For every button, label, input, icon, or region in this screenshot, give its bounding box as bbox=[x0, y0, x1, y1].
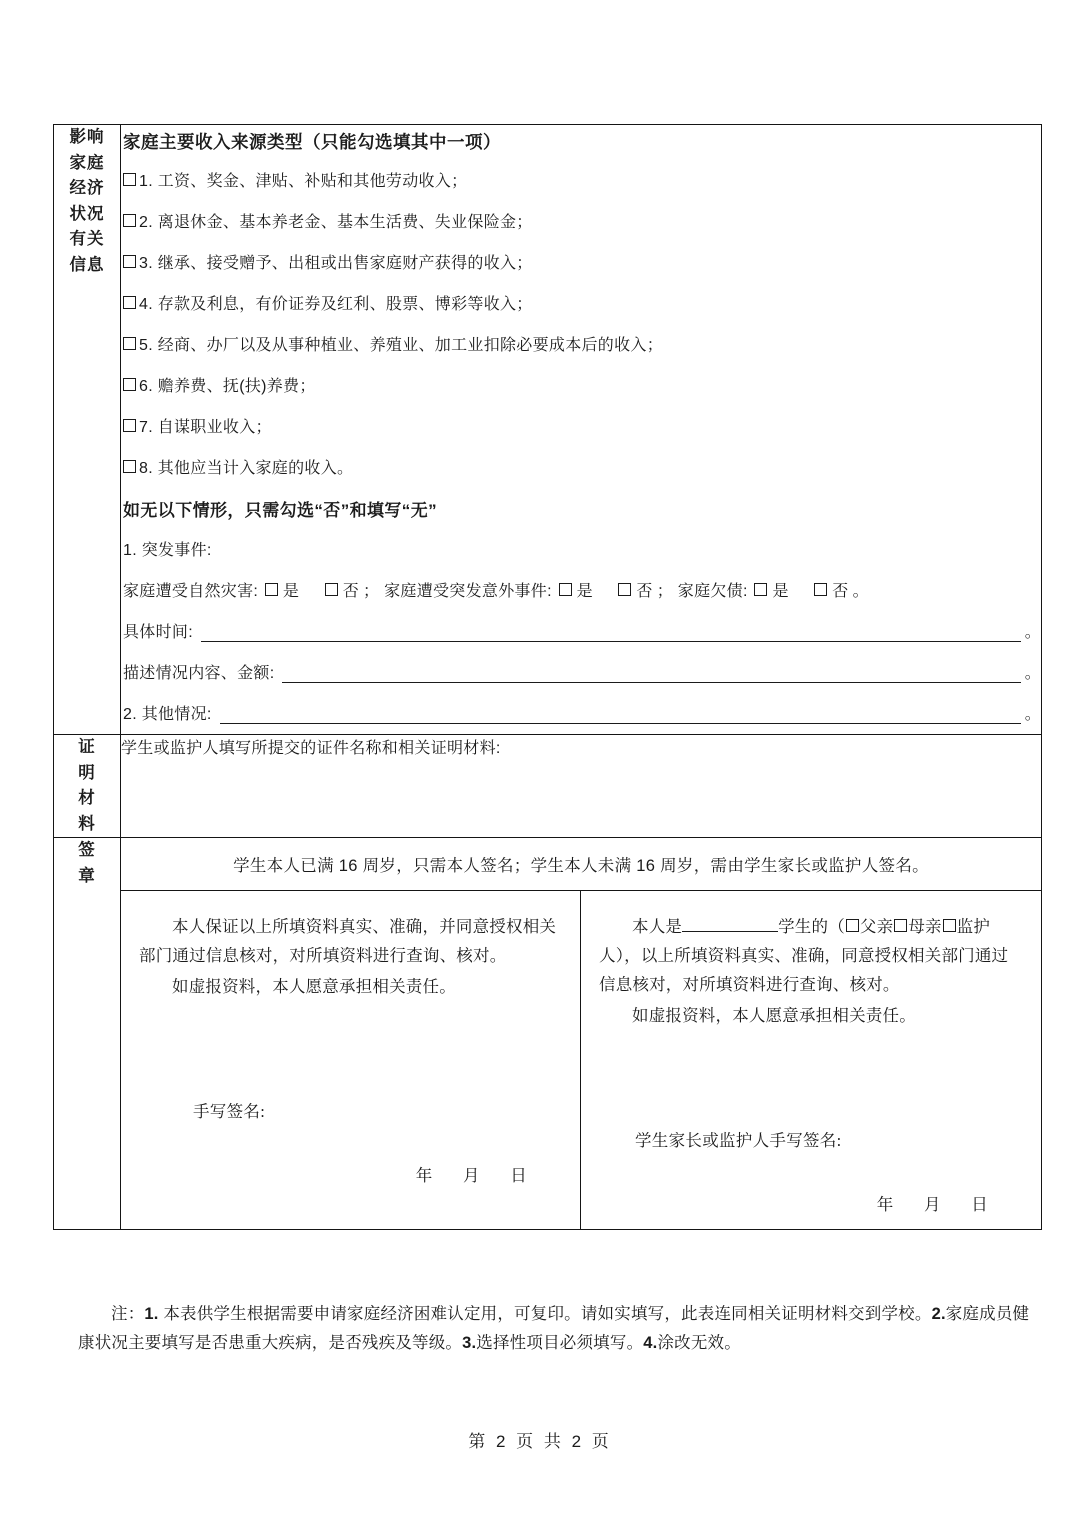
other-situation-input[interactable] bbox=[220, 706, 1021, 724]
other-situation-field bbox=[123, 701, 1041, 724]
guardian-handwritten-signature-label[interactable]: 学生家长或监护人手写签名: bbox=[635, 1130, 842, 1150]
label-line: 章 bbox=[78, 866, 96, 885]
student-declaration-para1: 本人保证以上所填资料真实、准确，并同意授权相关部门通过信息核对，对所填资料进行查询、核对。 bbox=[139, 917, 557, 966]
checkbox-icon[interactable] bbox=[943, 919, 956, 932]
income-option-label: 4. 存款及利息，有价证券及红利、股票、博彩等收入； bbox=[139, 296, 533, 313]
note-text-1: 本表供学生根据需要申请家庭经济困难认定用，可复印。请如实填写，此表连同相关证明材料交到学校。 bbox=[163, 1305, 932, 1323]
debt-no[interactable] bbox=[814, 583, 848, 600]
note-text-3: 选择性项目必须填写。 bbox=[476, 1333, 644, 1352]
student-signature-date[interactable] bbox=[139, 1162, 562, 1186]
label-line: 信息 bbox=[69, 255, 105, 274]
income-option-5[interactable] bbox=[123, 332, 1041, 355]
guardian-option-guardian: 监护人 bbox=[599, 917, 991, 966]
table-row-proof bbox=[54, 735, 1042, 838]
proof-prompt: 学生或监护人填写所提交的证件名称和相关证明材料: bbox=[121, 740, 501, 757]
specific-time-field bbox=[123, 619, 1041, 642]
natural-disaster-no[interactable] bbox=[325, 583, 359, 600]
signature-column-guardian bbox=[581, 891, 1041, 1229]
checkbox-icon[interactable] bbox=[123, 296, 136, 309]
separator: ； bbox=[656, 583, 674, 600]
income-option-label: 1. 工资、奖金、津贴、补贴和其他劳动收入； bbox=[139, 173, 468, 190]
field-label: 2. 其他情况: bbox=[123, 706, 212, 723]
income-option-label: 6. 赡养费、抚(扶)养费； bbox=[139, 378, 316, 395]
guardian-declaration-para2: 如虚报资料，本人愿意承担相关责任。 bbox=[632, 1005, 916, 1025]
proof-input-area[interactable] bbox=[121, 758, 1041, 814]
sentence-end: 。 bbox=[852, 583, 869, 600]
income-option-7[interactable] bbox=[123, 414, 1041, 437]
field-suffix: 。 bbox=[1024, 624, 1041, 641]
date-year-label: 年 bbox=[876, 1194, 894, 1214]
note-text-4: 涂改无效。 bbox=[657, 1333, 741, 1352]
field-suffix: 。 bbox=[1024, 706, 1041, 723]
guardian-intro-a: 本人是 bbox=[632, 917, 683, 937]
label-line: 有关 bbox=[69, 230, 105, 249]
emergency-yesno-row bbox=[123, 578, 1041, 601]
footer-note bbox=[78, 1300, 1038, 1358]
income-option-4[interactable] bbox=[123, 291, 1041, 314]
income-option-label: 3. 继承、接受赠予、出租或出售家庭财产获得的收入； bbox=[139, 255, 533, 272]
natural-disaster-yes[interactable] bbox=[265, 583, 299, 600]
description-amount-input[interactable] bbox=[282, 665, 1020, 683]
application-form-table bbox=[53, 124, 1042, 1230]
option-label: 是 bbox=[772, 583, 789, 600]
label-line: 经济 bbox=[69, 179, 105, 198]
description-amount-field bbox=[123, 660, 1041, 683]
checkbox-icon[interactable] bbox=[123, 460, 136, 473]
separator: ； bbox=[363, 583, 380, 600]
checkbox-icon[interactable] bbox=[618, 583, 631, 596]
option-label: 否 bbox=[636, 583, 653, 600]
checkbox-icon[interactable] bbox=[754, 583, 767, 596]
checkbox-icon[interactable] bbox=[814, 583, 827, 596]
checkbox-icon[interactable] bbox=[559, 583, 572, 596]
checkbox-icon[interactable] bbox=[894, 919, 907, 932]
guardian-option-mother: 母亲 bbox=[908, 917, 942, 937]
checkbox-icon[interactable] bbox=[846, 919, 859, 932]
signature-wrapper bbox=[121, 838, 1041, 1229]
income-option-6[interactable] bbox=[123, 373, 1041, 396]
date-day-label: 日 bbox=[971, 1194, 988, 1214]
income-section-body bbox=[121, 125, 1042, 735]
option-label: 是 bbox=[576, 583, 593, 600]
emergency-event-label: 1. 突发事件: bbox=[123, 542, 212, 559]
debt-question: 家庭欠债: bbox=[677, 583, 748, 600]
proof-materials-body[interactable] bbox=[121, 735, 1042, 838]
student-handwritten-signature-label[interactable]: 手写签名: bbox=[193, 1101, 266, 1121]
specific-time-input[interactable] bbox=[201, 624, 1021, 642]
income-option-2[interactable] bbox=[123, 209, 1041, 232]
field-suffix: 。 bbox=[1024, 665, 1041, 682]
income-option-3[interactable] bbox=[123, 250, 1041, 273]
checkbox-icon[interactable] bbox=[265, 583, 278, 596]
row-label-signature bbox=[54, 838, 121, 1230]
option-label: 否 bbox=[342, 583, 360, 600]
date-year-label: 年 bbox=[415, 1165, 433, 1185]
guardian-option-father: 父亲 bbox=[859, 917, 894, 937]
accident-no[interactable] bbox=[618, 583, 652, 600]
accident-yes[interactable] bbox=[559, 583, 593, 600]
income-option-label: 8. 其他应当计入家庭的收入。 bbox=[139, 460, 354, 477]
income-option-8[interactable] bbox=[123, 455, 1041, 478]
option-label: 否 bbox=[832, 583, 849, 600]
natural-disaster-question: 家庭遭受自然灾害: bbox=[123, 583, 259, 600]
guardian-declaration-para1 bbox=[599, 913, 1023, 1000]
date-day-label: 日 bbox=[510, 1165, 527, 1185]
checkbox-icon[interactable] bbox=[123, 419, 136, 432]
signature-age-note: 学生本人已满 16 周岁，只需本人签名；学生本人未满 16 周岁，需由学生家长或监护人签名。 bbox=[121, 838, 1041, 891]
signature-column-student bbox=[121, 891, 581, 1229]
note-text-2: 家庭成员健康状况主要填写是否患重大疾病，是否残疾及等级。 bbox=[78, 1305, 1030, 1352]
accident-question: 家庭遭受突发意外事件: bbox=[384, 583, 552, 600]
no-situation-instruction: 如无以下情形，只需勾选“否”和填写“无” bbox=[123, 501, 437, 520]
student-declaration-para2: 如虚报资料，本人愿意承担相关责任。 bbox=[172, 977, 456, 996]
date-month-label: 月 bbox=[923, 1194, 941, 1214]
table-row-income bbox=[54, 125, 1042, 735]
note-number-1: 1. bbox=[144, 1305, 164, 1323]
row-label-economic-info bbox=[54, 125, 121, 735]
label-line: 签 bbox=[78, 841, 96, 860]
label-line: 家庭 bbox=[69, 153, 105, 172]
signature-columns bbox=[121, 891, 1041, 1229]
checkbox-icon[interactable] bbox=[123, 378, 136, 391]
page-number-footer: 第 2 页 共 2 页 bbox=[468, 1432, 612, 1451]
option-label: 是 bbox=[282, 583, 300, 600]
checkbox-icon[interactable] bbox=[123, 173, 136, 186]
checkbox-icon[interactable] bbox=[123, 337, 136, 350]
label-line: 材 bbox=[78, 789, 96, 808]
income-option-label: 7. 自谋职业收入； bbox=[139, 419, 272, 436]
checkbox-icon[interactable] bbox=[123, 214, 136, 227]
checkbox-icon[interactable] bbox=[325, 583, 338, 596]
income-section-title: 家庭主要收入来源类型（只能勾选填其中一项） bbox=[123, 132, 501, 152]
signature-body bbox=[121, 838, 1042, 1230]
note-prefix: 注： bbox=[111, 1305, 145, 1323]
date-month-label: 月 bbox=[462, 1165, 480, 1185]
note-number-4: 4. bbox=[643, 1333, 658, 1352]
row-label-proof-materials bbox=[54, 735, 121, 838]
label-line: 状况 bbox=[69, 204, 105, 223]
label-line: 料 bbox=[78, 814, 96, 833]
note-number-3: 3. bbox=[462, 1333, 477, 1352]
debt-yes[interactable] bbox=[754, 583, 788, 600]
field-label: 描述情况内容、金额: bbox=[123, 665, 275, 682]
guardian-signature-date[interactable] bbox=[599, 1191, 1023, 1215]
income-option-1[interactable] bbox=[123, 168, 1041, 191]
field-label: 具体时间: bbox=[123, 624, 193, 641]
guardian-intro-b: 学生的（ bbox=[778, 917, 845, 937]
label-line: 明 bbox=[78, 763, 96, 782]
income-option-label: 5. 经商、办厂以及从事种植业、养殖业、加工业扣除必要成本后的收入； bbox=[139, 337, 663, 354]
checkbox-icon[interactable] bbox=[123, 255, 136, 268]
note-number-2: 2. bbox=[931, 1305, 946, 1323]
guardian-student-name-input[interactable] bbox=[682, 931, 778, 932]
guardian-intro-c: ），以上所填资料真实、准确，同意授权相关部门通过信息核对，对所填资料进行查询、核对。 bbox=[599, 946, 1009, 994]
table-row-signature bbox=[54, 838, 1042, 1230]
income-option-label: 2. 离退休金、基本养老金、基本生活费、失业保险金； bbox=[139, 214, 533, 231]
label-line: 影响 bbox=[69, 128, 105, 146]
label-line: 证 bbox=[78, 738, 96, 756]
